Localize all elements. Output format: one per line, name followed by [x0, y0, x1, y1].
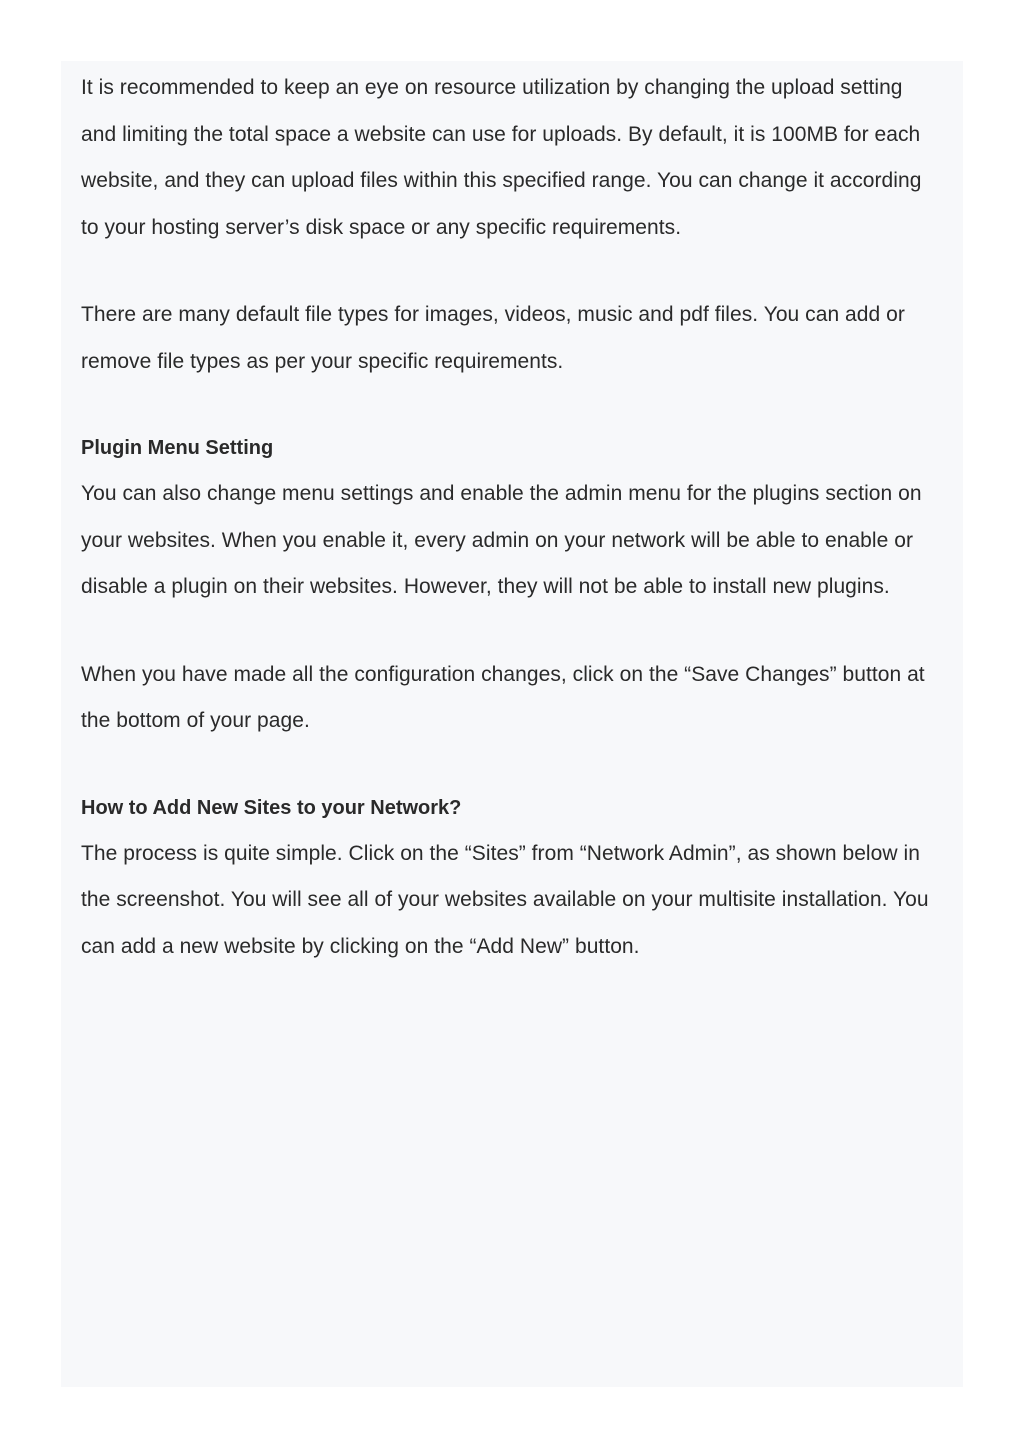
add-sites-paragraph: The process is quite simple. Click on the “Sites” from “Network Admin”, as shown below in the screenshot. You will see all of your websites available on your multisite installation. You can add a new website by clicking on the “Add New” button. — [81, 841, 929, 958]
save-changes-paragraph: When you have made all the configuration changes, click on the “Save Changes” button at the bottom of your page. — [81, 662, 925, 732]
document-page — [61, 61, 963, 1387]
paragraph-spacer — [81, 611, 943, 652]
section-spacer — [81, 385, 943, 425]
paragraph-spacer — [81, 251, 943, 292]
plugin-menu-paragraph: You can also change menu settings and enable the admin menu for the plugins section on your websites. When you enable it, every admin on your network will be able to enable or disable a plugin on their websites. However, they will not be able to install new plugins. — [81, 482, 922, 598]
file-types-paragraph: There are many default file types for images, videos, music and pdf files. You can add or remove file types as per your specific requirements. — [81, 303, 905, 373]
add-sites-heading: How to Add New Sites to your Network? — [81, 796, 462, 819]
upload-settings-paragraph: It is recommended to keep an eye on resource utilization by changing the upload setting and limiting the total space a website can use for uploads. By default, it is 100MB for each website, and they can upload files within this specified range. You can change it according to your hosting server’s disk space or any specific requirements. — [81, 76, 922, 239]
plugin-menu-heading: Plugin Menu Setting — [81, 437, 274, 459]
section-spacer — [81, 745, 943, 785]
